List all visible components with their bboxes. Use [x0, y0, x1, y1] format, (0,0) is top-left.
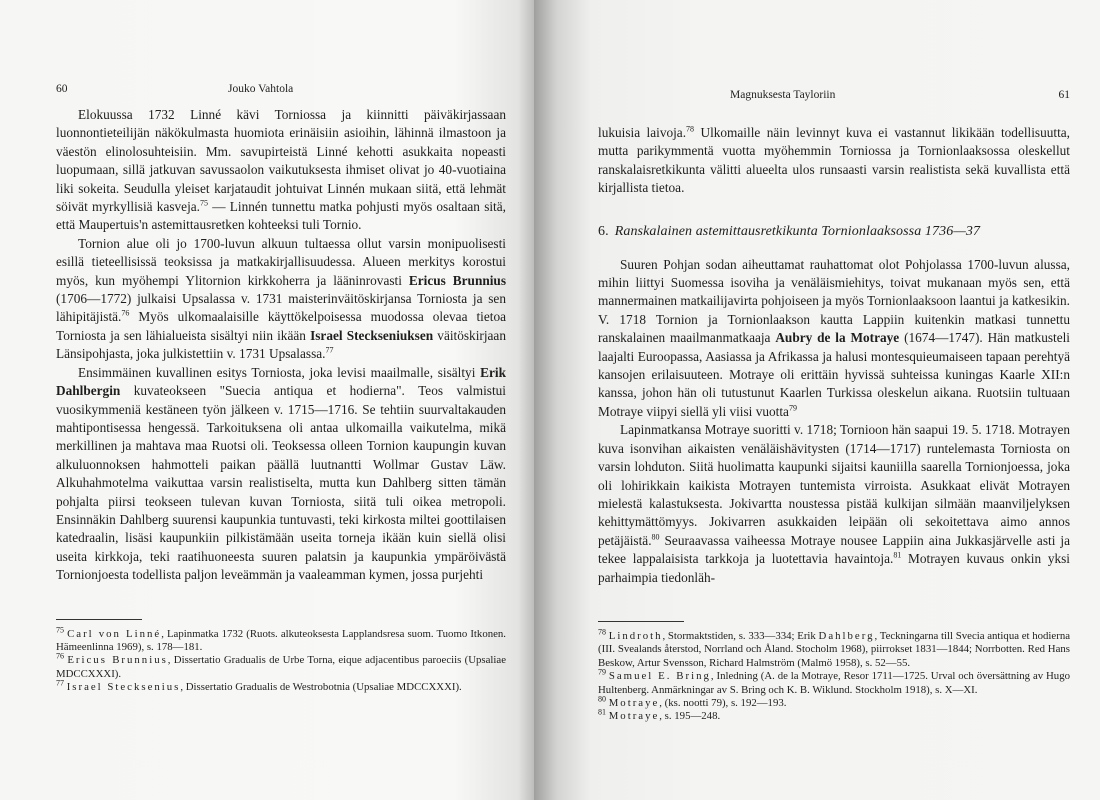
footnote-ref: 77 — [325, 345, 334, 355]
paragraph — [56, 235, 506, 364]
right-running-head-title: Magnuksesta Tayloriin — [730, 89, 836, 101]
footnote-author: Ericus Brunnius — [67, 654, 168, 667]
footnote-author: Israel Stecksenius — [66, 681, 181, 694]
paragraph — [598, 421, 1070, 587]
footnote — [56, 624, 506, 655]
footnote — [598, 707, 1070, 723]
left-running-head — [56, 80, 506, 98]
footnote-ref: 75 — [200, 198, 209, 208]
footnote-text: , s. 195—248. — [659, 710, 721, 723]
footnote-text: , Lapinmatka 1732 (Ruots. alkuteoksesta Lapplandsresa suom. Tuomo Itkonen. Hämeenlinna 1969), s. 178—181. — [56, 627, 506, 653]
person-name: Ericus Brunnius — [408, 272, 507, 288]
paragraph-text: Seuraavassa vaiheessa Motraye nousee Lappiin aina Jukkasjärvelle asti ja tekee lappalaisista tarkkoja ja luotettavia havaintoja. — [598, 532, 1070, 567]
footnote — [598, 694, 1070, 710]
paragraph — [56, 364, 506, 585]
footnote-ref: 76 — [121, 309, 130, 319]
footnote-author: Carl von Linné — [67, 627, 162, 640]
paragraph-text: Lapinmatkansa Motraye suoritti v. 1718; Tornioon hän saapui 19. 5. 1718. Motrayen kuva isonvihan aikaisten venäläishävitysten (1714—1717) runtelemasta Torniosta on varsin lohduton. Siitä huolimatta kaupunki sijaitsi kauniilla saarella Tornionjoessa, joka oli lohirikkain kaikista Motrayen tuntemista virroista. Asukkaat elivät Motrayen mielestä kalastuksesta. Jokivartta noustessa pistää kulkijan silmään maanviljelyksen kehittymättömyys. Jokivarren asukkaiden leipään oli sekoitettava aimo annos petäjäistä. — [598, 422, 1070, 548]
footnote-text: , Dissertatio Gradualis de Westrobotnia (Upsaliae MDCCXXXI). — [180, 681, 462, 694]
footnote-author: Motraye — [608, 696, 660, 709]
footnote-author: Motraye — [608, 710, 660, 723]
footnote-divider — [598, 621, 684, 622]
footnote-ref: 80 — [651, 532, 660, 542]
paragraph — [598, 256, 1070, 422]
right-page-number: 61 — [1058, 89, 1070, 101]
footnote-divider — [56, 619, 142, 620]
footnote — [598, 667, 1071, 697]
footnote-number: 80 — [598, 694, 606, 704]
footnote-text: , Inledning (A. de la Motraye, Resor 1711—1725. Urval och översättning av Hugo Hultenberg. Anmärkningar av S. Bring och K. B. Wiklund. Stockholm 1918), s. X—XI. — [598, 670, 1071, 696]
left-footnotes — [56, 624, 506, 695]
paragraph-text: lukuisia laivoja. — [598, 125, 687, 140]
left-page — [0, 0, 534, 800]
footnote-number: 79 — [598, 667, 606, 677]
footnote-ref: 78 — [686, 124, 695, 134]
right-running-head — [598, 86, 1070, 104]
paragraph-text: (1674—1747). Hän matkusteli laajalti Euroopassa, Aasiassa ja Afrikassa ja halusi montesquieumaiseen tapaan perehtyä kansojen erilaisuuteen. Motraye oli erittäin hyvissä suhteissa kuningas Kaarle XII:n kanssa, johon hän oli tutustunut Kaarlen Turkissa oleskelun aikana. Ruotsiin tultuaan Motraye viipyi siellä yli viisi vuotta — [598, 330, 1070, 419]
section-heading — [598, 224, 1070, 240]
person-name: Erik Dahlbergin — [56, 364, 506, 399]
footnote-text: , (ks. nootti 79), s. 192—193. — [659, 696, 787, 709]
footnote-author: Dahlberg — [818, 629, 875, 642]
footnote — [56, 678, 506, 694]
right-footnotes — [598, 627, 1071, 724]
footnote-text: , Dissertatio Gradualis de Urbe Torna, eique adjacentibus paroeciis (Upsaliae MDCCXXXI). — [56, 654, 506, 680]
footnote-number: 75 — [56, 624, 64, 634]
paragraph-text: väitöskirjaan Länsipohjasta, joka julkistettiin v. 1731 Upsalassa. — [56, 327, 506, 362]
footnote — [56, 651, 506, 681]
footnote-ref: 79 — [788, 403, 797, 413]
footnote-author: Samuel E. Bring — [608, 670, 711, 683]
section-number: 6. — [598, 223, 609, 239]
person-name: Aubry de la Motraye — [775, 330, 900, 346]
paragraph — [56, 106, 506, 235]
footnote — [598, 627, 1071, 670]
paragraph-text: — Linnén tunnettu matka pohjusti myös osaltaan sitä, että Maupertuis'n astemittausretken kohteeksi tuli Tornio. — [56, 199, 506, 233]
right-body-text — [598, 256, 1070, 587]
paragraph-text: Ulkomaille näin levinnyt kuva ei vastannut likikään todellisuutta, mutta parikymmentä vuotta myöhemmin Torniossa ja Tornionlaaksossa oleskellut ranskalaisretkikunta välitti alueelta ulos runsaasti varsin realistista sekä kuvallista että kirjallista tietoa. — [598, 125, 1071, 196]
right-body-text-top — [598, 124, 1070, 198]
paragraph-text: Tornion alue oli jo 1700-luvun alkuun tultaessa ollut varsin monipuolisesti esillä tieteellisissä teoksissa ja matkakirjallisuudessa. Alueen merkitys korostui myös, kun myöhempi Ylitornion kirkkoherra ja lääninrovasti — [56, 235, 506, 288]
person-name: Israel Steckseniuksen — [310, 327, 434, 343]
left-running-head-title: Jouko Vahtola — [228, 83, 294, 95]
footnote-number: 76 — [56, 651, 64, 661]
right-page — [534, 0, 1100, 800]
paragraph-text: Ensimmäinen kuvallinen esitys Torniosta, joka levisi maailmalle, sisältyi — [78, 364, 481, 380]
footnote-text: , Stormaktstiden, s. 333—334; Erik — [662, 629, 819, 642]
paragraph-text: Suuren Pohjan sodan aiheuttamat rauhattomat olot Pohjolassa 1700-luvun alussa, mihin liittyi Suomessa isoviha ja venäläismiehitys, toivat mukanaan myös sen, että mannermainen matkailijavirta pohjoiseen ja myös Tornionlaaksoon laantui ja katkesikin. V. 1718 Tornion ja Tornionlaakson kautta Lappiin kuitenkin matkasi tunnettu ranskalainen maailmanmatkaaja — [598, 256, 1070, 346]
paragraph-text: Motrayen kuvaus onkin yksi parhaimpia tiedonläh- — [598, 551, 1070, 585]
left-page-number: 60 — [56, 83, 68, 95]
footnote-number: 77 — [56, 678, 64, 688]
paragraph — [598, 124, 1070, 198]
footnote-author: Lindroth — [608, 629, 663, 642]
section-title: Ranskalainen astemittausretkikunta Tornionlaaksossa 1736—37 — [614, 223, 981, 239]
paragraph-text: Elokuussa 1732 Linné kävi Torniossa ja kiinnitti päiväkirjassaan luonnontieteilijän näkökulmasta huomiota erinäisiin asioihin, lähinnä ilmastoon ja väestön elinolosuhteisiin. Mm. savupirteistä Linné kehotti asukkaita nopeasti luopumaan, sillä jatkuvan savussaolon vaikutuksesta ihmiset olivat jo 40-vuotiaina liki sokeita. Seudulla yleiset karjataudit johtuivat Linnén mukaan siitä, että lehmät söivät myrkyllisiä kasveja. — [56, 107, 506, 215]
left-body-text — [56, 106, 506, 585]
footnote-number: 78 — [598, 627, 606, 637]
footnote-ref: 81 — [893, 550, 902, 560]
footnote-text: , Teckningarna till Svecia antiqua et hodierna (III. Svealands återstod, Norrland och Åland. Stocholm 1968), piirrokset 1831—1844; Norrbotten. Red Hans Beskow, Artur Svensson, Richard Halmström (Malmö 1958), s. 52—55. — [598, 629, 1071, 669]
paragraph-text: kuvateokseen "Suecia antiqua et hodierna". Teos valmistui vuosikymmeniä kestäneen työn jälkeen v. 1715—1716. Se tehtiin suurvaltakauden mahtipontisessa hengessä. Tarkoituksena oli antaa ulkomailla vaikutelma, mikä merkillinen ja mahtava maa Ruotsi oli. Teoksessa olleen Tornion kaupungin kuvan alkuluonnoksen hahmotteli paikan päällä luutnantti Wollmar Gustav Läw. Alkuhahmotelma vaikuttaa varsin realistiselta, mutta kun Dahlberg sitten tämän pohjalta piirsi teokseen tulevan kuvan Torniosta, siitä tuli oikea metropoli. Ensinnäkin Dahlberg suurensi kaupunkia tuntuvasti, teki kirkosta miltei goottilaisen katedraalin, lisäsi kaupunkiin pilkistämään useita torneja ikään kuin siellä olisi useita kirkkoja, teki raatihuoneesta suuren palatsin ja kaupunkia ympäröivästä Tornionjoesta todellista paljon leveämmän ja vaaleamman kymen, jossa purjehti — [56, 383, 506, 583]
paragraph-text: Myös ulkomaalaisille käyttökelpoisessa muodossa olevaa tietoa Torniosta ja sen lähialueista sisältyi niin ikään — [56, 309, 506, 343]
paragraph-text: (1706—1772) julkaisi Upsalassa v. 1731 maisterinväitöskirjansa Torniosta ja sen lähipitäjistä. — [56, 291, 506, 325]
footnote-number: 81 — [598, 707, 606, 717]
